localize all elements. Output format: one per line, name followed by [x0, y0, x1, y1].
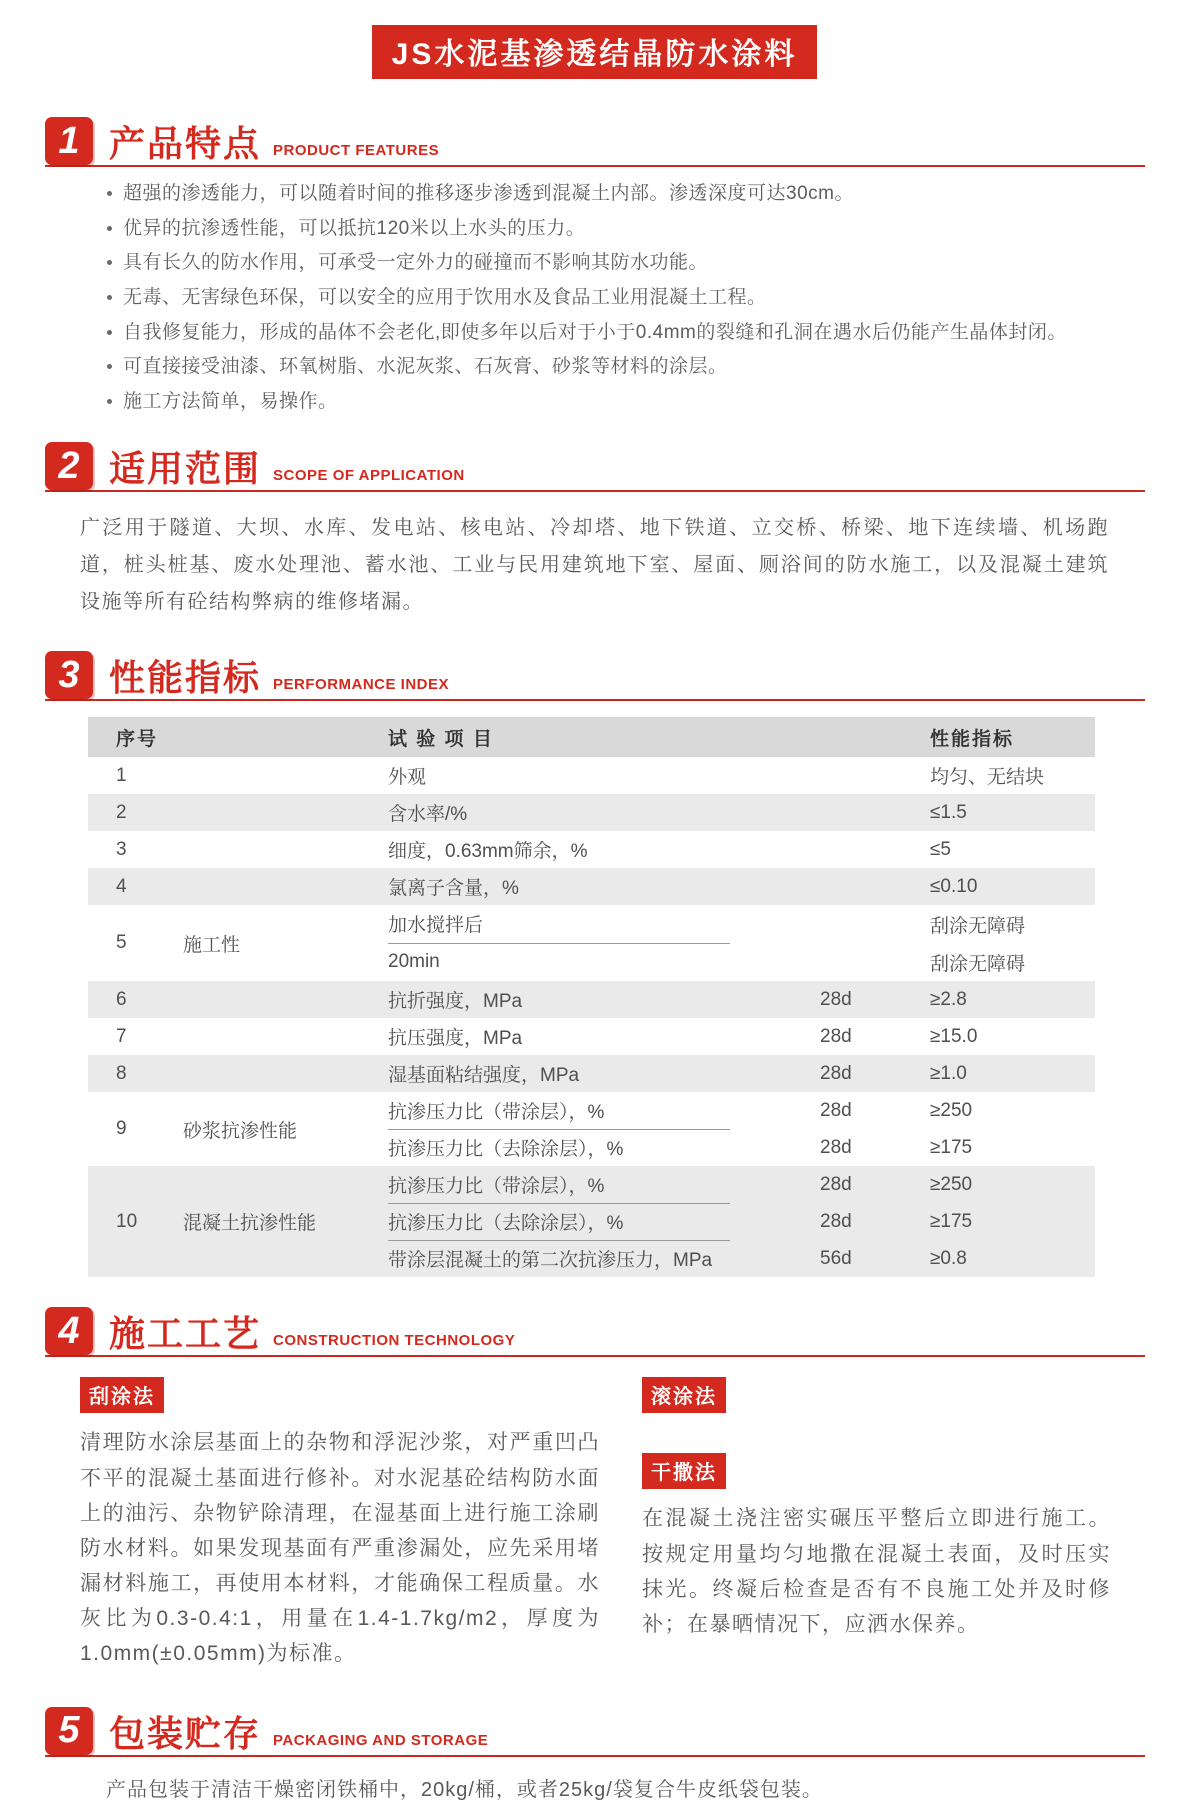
cell-no: 8	[116, 1062, 127, 1084]
performance-table	[88, 717, 1095, 1277]
col-header-no: 序号	[116, 728, 159, 750]
section-subtitle: CONSTRUCTION TECHNOLOGY	[273, 1332, 516, 1350]
table-header-row	[88, 717, 1095, 757]
table-subrow	[388, 905, 1095, 943]
cell-age: 56d	[820, 1247, 852, 1269]
table-row-merged	[88, 1092, 1095, 1166]
cell-index: ≥15.0	[930, 1025, 978, 1047]
subrow-group	[388, 1166, 1095, 1277]
method-scrape-paragraph: 清理防水涂层基面上的杂物和浮泥沙浆，对严重凹凸不平的混凝土基面进行修补。对水泥基砼结构防水面上的油污、杂物铲除清理，在湿基面上进行施工涂刷防水材料。如果发现基面有严重渗漏处，应先采用堵漏材料施工，再使用本材料，才能确保工程质量。水灰比为0.3-0.4:1，用量在1.4-1.7kg/m2，厚度为1.0mm(±0.05mm)为标准。	[80, 1431, 600, 1665]
table-row	[88, 981, 1095, 1018]
cell-item: 抗渗压力比（带涂层），%	[388, 1092, 730, 1130]
section-subtitle: PACKAGING AND STORAGE	[273, 1731, 489, 1749]
scope-paragraph: 广泛用于隧道、大坝、水库、发电站、核电站、冷却塔、地下铁道、立交桥、桥梁、地下连续墙、机场跑道，桩头桩基、废水处理池、蓄水池、工业与民用建筑地下室、屋面、厕浴间的防水施工，以及混凝土建筑设施等所有砼结构弊病的维修堵漏。	[80, 517, 1109, 614]
table-row-merged	[88, 905, 1095, 981]
cell-item: 抗渗压力比（带涂层），%	[388, 1166, 730, 1204]
cell-age: 28d	[820, 988, 852, 1010]
feature-item: 超强的渗透能力，可以随着时间的推移逐步渗透到混凝土内部。渗透深度可达30cm。	[106, 181, 1129, 207]
cell-index: ≥250	[930, 1173, 973, 1195]
page-title: JS水泥基渗透结晶防水涂料	[372, 25, 818, 79]
feature-list	[106, 181, 1129, 414]
section-number-badge: 1	[45, 117, 93, 165]
cell-index: ≤0.10	[930, 875, 978, 897]
cell-item: 氯离子含量，%	[388, 878, 519, 900]
section-header-packaging	[45, 1707, 1145, 1757]
cell-index: ≥0.8	[930, 1247, 967, 1269]
method-badge-dry: 干撒法	[642, 1453, 726, 1489]
cell-no: 6	[116, 988, 127, 1010]
cell-age: 28d	[820, 1173, 852, 1195]
feature-item: 施工方法简单，易操作。	[106, 389, 1129, 415]
section-number-badge: 3	[45, 651, 93, 699]
construction-methods	[80, 1377, 1111, 1670]
section-header-features	[45, 117, 1145, 167]
cell-index: 刮涂无障碍	[930, 953, 1026, 975]
cell-no: 10	[116, 1210, 138, 1232]
cell-no: 4	[116, 875, 127, 897]
cell-no: 5	[116, 932, 127, 954]
feature-item: 具有长久的防水作用，可承受一定外力的碰撞而不影响其防水功能。	[106, 250, 1129, 276]
cell-category: 混凝土抗渗性能	[183, 1213, 317, 1235]
cell-no: 3	[116, 838, 127, 860]
cell-no: 9	[116, 1118, 127, 1140]
cell-index: ≥175	[930, 1210, 973, 1232]
section-number-badge: 2	[45, 442, 93, 490]
table-row	[88, 831, 1095, 868]
table-row-merged	[88, 1166, 1095, 1277]
cell-index: 刮涂无障碍	[930, 915, 1026, 937]
cell-no: 2	[116, 801, 127, 823]
cell-item: 带涂层混凝土的第二次抗渗压力，MPa	[388, 1250, 713, 1272]
feature-item: 自我修复能力，形成的晶体不会老化,即使多年以后对于小于0.4mm的裂缝和孔洞在遇水后仍能产生晶体封闭。	[106, 320, 1129, 346]
cell-category: 砂浆抗渗性能	[183, 1120, 298, 1142]
subrow-group	[388, 905, 1095, 981]
table-subrow	[388, 1166, 1095, 1203]
cell-index: ≥175	[930, 1136, 973, 1158]
section-title: 性能指标	[109, 657, 262, 699]
cell-item: 外观	[388, 767, 427, 789]
section-title: 产品特点	[109, 123, 262, 164]
table-subrow	[388, 1129, 1095, 1166]
cell-item: 抗折强度，MPa	[388, 991, 523, 1013]
cell-index: 均匀、无结块	[930, 767, 1045, 789]
table-subrow	[388, 1203, 1095, 1240]
cell-index: ≥1.0	[930, 1062, 967, 1084]
section-title: 包装贮存	[109, 1712, 262, 1754]
table-row	[88, 868, 1095, 905]
section-subtitle: SCOPE OF APPLICATION	[273, 467, 465, 485]
section-subtitle: PERFORMANCE INDEX	[273, 676, 450, 694]
method-badge-scrape: 刮涂法	[80, 1377, 164, 1413]
cell-age: 28d	[820, 1062, 852, 1084]
method-column-right	[642, 1377, 1111, 1670]
table-row	[88, 1018, 1095, 1055]
section-subtitle: PRODUCT FEATURES	[273, 142, 440, 159]
method-gap	[642, 1413, 1111, 1453]
section-title: 适用范围	[109, 448, 262, 490]
cell-item: 抗压强度，MPa	[388, 1028, 523, 1050]
section-header-scope	[45, 442, 1145, 492]
table-row	[88, 794, 1095, 831]
cell-item: 抗渗压力比（去除涂层），%	[388, 1203, 730, 1241]
method-dry-paragraph: 在混凝土浇注密实碾压平整后立即进行施工。按规定用量均匀地撒在混凝土表面，及时压实抹光。终凝后检查是否有不良施工处并及时修补；在暴晒情况下，应洒水保养。	[642, 1507, 1111, 1636]
table-row	[88, 1055, 1095, 1092]
cell-age: 28d	[820, 1025, 852, 1047]
cell-item: 含水率/%	[388, 804, 468, 826]
subrow-group	[388, 1092, 1095, 1166]
cell-age: 28d	[820, 1099, 852, 1121]
cell-age: 28d	[820, 1210, 852, 1232]
cell-item: 20min	[388, 951, 440, 973]
cell-no: 1	[116, 764, 127, 786]
packaging-paragraph: 产品包装于清洁干燥密闭铁桶中，20kg/桶，或者25kg/袋复合牛皮纸袋包装。	[106, 1778, 823, 1801]
cell-category: 施工性	[183, 934, 241, 956]
table-subrow	[388, 1240, 1095, 1277]
cell-index: ≥2.8	[930, 988, 967, 1010]
cell-index: ≤1.5	[930, 801, 967, 823]
cell-index: ≥250	[930, 1099, 973, 1121]
feature-item: 无毒、无害绿色环保，可以安全的应用于饮用水及食品工业用混凝土工程。	[106, 285, 1129, 311]
cell-item: 细度，0.63mm筛余，%	[388, 841, 588, 863]
table-subrow	[388, 1092, 1095, 1129]
section-number-badge: 4	[45, 1307, 93, 1355]
cell-item: 湿基面粘结强度，MPa	[388, 1065, 580, 1087]
cell-item: 抗渗压力比（去除涂层），%	[388, 1139, 624, 1161]
col-header-item: 试 验 项 目	[388, 728, 494, 750]
cell-no: 7	[116, 1025, 127, 1047]
section-title: 施工工艺	[109, 1313, 262, 1355]
method-badge-roll: 滚涂法	[642, 1377, 726, 1413]
feature-item: 优异的抗渗透性能，可以抵抗120米以上水头的压力。	[106, 216, 1129, 242]
col-header-index: 性能指标	[930, 728, 1015, 750]
cell-index: ≤5	[930, 838, 951, 860]
section-number-badge: 5	[45, 1707, 93, 1755]
section-header-performance	[45, 651, 1145, 701]
cell-age: 28d	[820, 1136, 852, 1158]
section-header-construction	[45, 1307, 1145, 1357]
title-banner-row	[0, 0, 1189, 79]
feature-item: 可直接接受油漆、环氧树脂、水泥灰浆、石灰膏、砂浆等材料的涂层。	[106, 354, 1129, 380]
table-row	[88, 757, 1095, 794]
cell-item: 加水搅拌后	[388, 905, 730, 944]
method-column-left	[80, 1377, 600, 1670]
table-subrow	[388, 943, 1095, 981]
